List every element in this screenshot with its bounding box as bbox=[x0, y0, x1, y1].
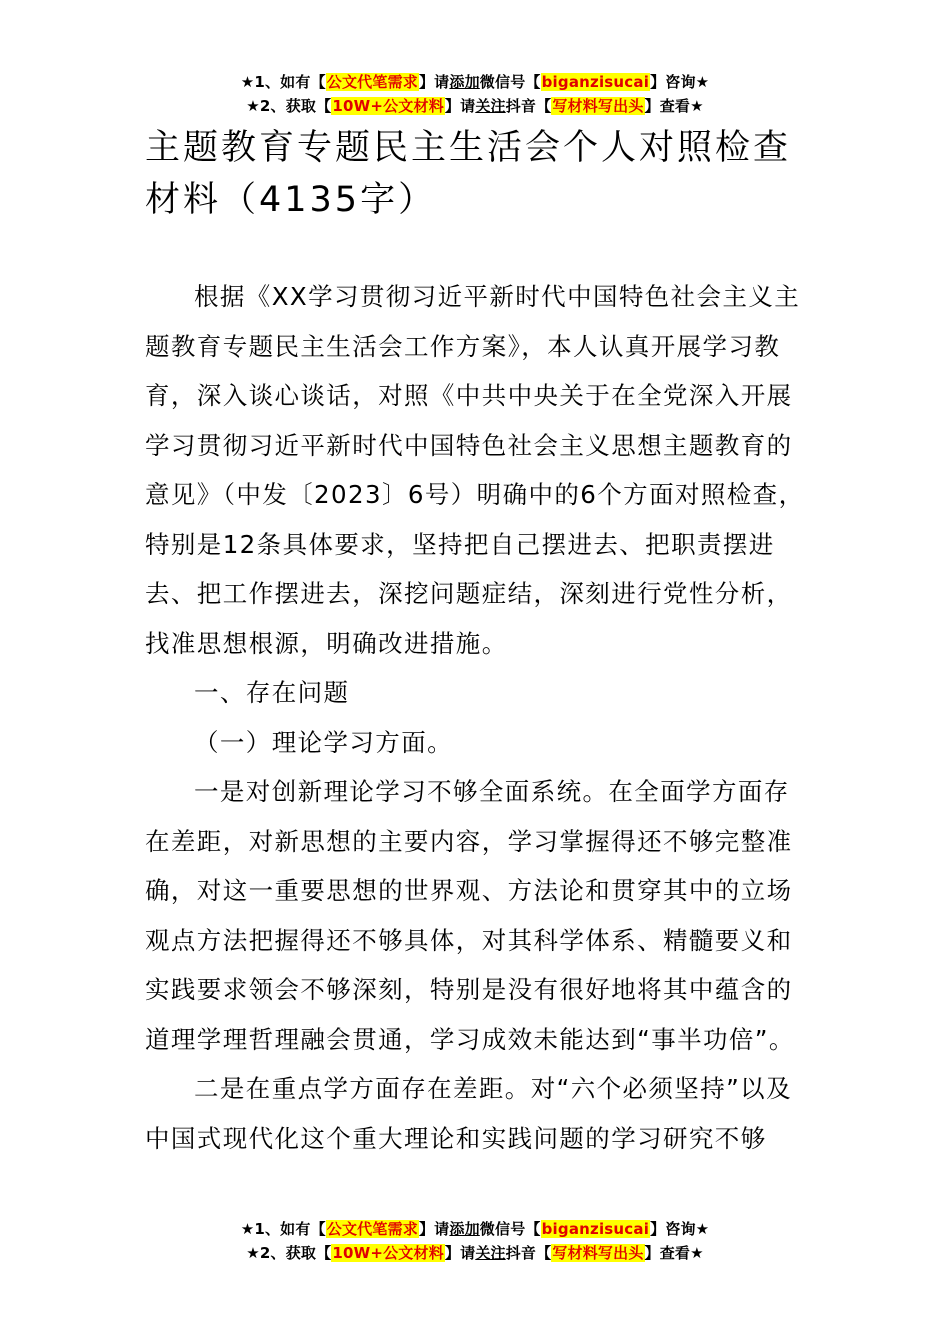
promo-highlight: 10W+公文材料 bbox=[332, 1244, 444, 1262]
document-title: 主题教育专题民主生活会个人对照检查材料（4135字） bbox=[145, 128, 792, 220]
promo-text: 微信号【 bbox=[479, 73, 541, 91]
promo-underline-text: 关注 bbox=[475, 1244, 506, 1262]
body-paragraph: 二是在重点学方面存在差距。对“六个必须坚持”以及中国式现代化这个重大理论和实践问题的学习研究不够 bbox=[145, 1074, 792, 1153]
promo-text: 】请 bbox=[418, 1220, 450, 1238]
promo-text: 】请 bbox=[444, 1244, 476, 1262]
promo-text: ★1、如有【 bbox=[240, 73, 326, 91]
promo-text: 】查看★ bbox=[644, 97, 704, 115]
promo-text: ★2、获取【 bbox=[246, 97, 332, 115]
promo-highlight: 公文代笔需求 bbox=[326, 73, 418, 91]
promo-text: ★2、获取【 bbox=[246, 1244, 332, 1262]
promo-line-1 bbox=[0, 1217, 950, 1241]
document-body bbox=[145, 272, 810, 1163]
promo-highlight: 10W+公文材料 bbox=[332, 97, 444, 115]
promo-text: 抖音【 bbox=[505, 97, 552, 115]
body-paragraph: 一是对创新理论学习不够全面系统。在全面学方面存在差距，对新思想的主要内容，学习掌握得还不够完整准确，对这一重要思想的世界观、方法论和贯穿其中的立场观点方法把握得还不够具体，对其科学体系、精髓要义和实践要求领会不够深刻，特别是没有很好地将其中蕴含的道理学理哲理融会贯通，学习成效未能达到“事半功倍”。 bbox=[145, 777, 795, 1054]
promo-text: 微信号【 bbox=[479, 1220, 541, 1238]
promo-line-1 bbox=[0, 70, 950, 94]
promo-text: 】请 bbox=[418, 73, 450, 91]
promo-text: 抖音【 bbox=[505, 1244, 552, 1262]
promo-highlight: 写材料写出头 bbox=[552, 97, 644, 115]
intro-paragraph: 根据《XX学习贯彻习近平新时代中国特色社会主义主题教育专题民主生活会工作方案》，本人认真开展学习教育，深入谈心谈话，对照《中共中央关于在全党深入开展学习贯彻习近平新时代中国特色社会主义思想主题教育的意见》（中发〔2023〕6号）明确中的6个方面对照检查，特别是12条具体要求，坚持把自己摆进去、把职责摆进去、把工作摆进去，深挖问题症结，深刻进行党性分析，找准思想根源，明确改进措施。 bbox=[145, 282, 805, 658]
promo-highlight: biganzisucai bbox=[541, 1220, 650, 1238]
header-promo-banner bbox=[0, 70, 950, 118]
promo-text: 】咨询★ bbox=[650, 1220, 710, 1238]
promo-text: ★1、如有【 bbox=[240, 1220, 326, 1238]
promo-underline-text: 关注 bbox=[475, 97, 506, 115]
promo-text: 】请 bbox=[444, 97, 476, 115]
promo-text: 】查看★ bbox=[644, 1244, 704, 1262]
promo-highlight: 公文代笔需求 bbox=[326, 1220, 418, 1238]
promo-underline-text: 添加 bbox=[449, 73, 480, 91]
promo-text: 】咨询★ bbox=[650, 73, 710, 91]
subsection-heading: （一）理论学习方面。 bbox=[194, 727, 453, 757]
promo-highlight: biganzisucai bbox=[541, 73, 650, 91]
promo-line-2 bbox=[0, 94, 950, 118]
promo-underline-text: 添加 bbox=[449, 1220, 480, 1238]
section-heading: 一、存在问题 bbox=[194, 678, 350, 707]
promo-line-2 bbox=[0, 1241, 950, 1265]
promo-highlight: 写材料写出头 bbox=[552, 1244, 644, 1262]
footer-promo-banner bbox=[0, 1217, 950, 1265]
